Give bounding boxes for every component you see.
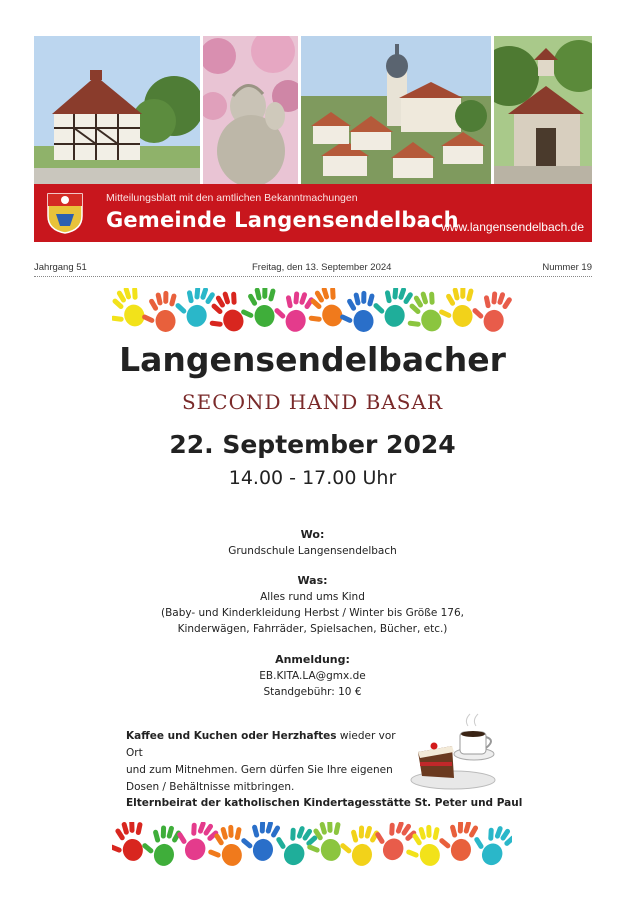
cafe-text-1: wieder vor Ort bbox=[126, 730, 396, 759]
masthead-subtitle: Mitteilungsblatt mit den amtlichen Bekanntmachungen bbox=[106, 192, 358, 204]
what-line-3: Kinderwägen, Fahrräder, Spielsachen, Bücher, etc.) bbox=[177, 623, 448, 635]
event-date: 22. September 2024 bbox=[169, 430, 456, 459]
hands-border-bottom bbox=[112, 822, 512, 868]
masthead-banner bbox=[34, 184, 592, 242]
painted-hand-icon bbox=[436, 288, 477, 329]
coat-of-arms-icon bbox=[46, 192, 84, 234]
cafe-text-3: Dosen / Behältnisse mitbringen. bbox=[126, 781, 295, 793]
what-section bbox=[0, 573, 625, 637]
photo-half-timbered-house bbox=[34, 36, 200, 184]
painted-hand-icon bbox=[337, 290, 378, 334]
photo-village-church bbox=[301, 36, 491, 184]
signup-section bbox=[0, 652, 625, 700]
organizer-line: Elternbeirat der katholischen Kindertagesstätte St. Peter und Paul bbox=[126, 797, 523, 809]
what-line-1: Alles rund ums Kind bbox=[260, 591, 365, 603]
photo-stone-chapel bbox=[494, 36, 592, 184]
what-line-2: (Baby- und Kinderkleidung Herbst / Winter bis Größe 176, bbox=[160, 607, 465, 619]
painted-hand-icon bbox=[468, 288, 512, 334]
hands-border-top bbox=[112, 288, 512, 334]
cafe-bold: Kaffee und Kuchen oder Herzhaftes bbox=[126, 730, 337, 742]
painted-hand-icon bbox=[436, 822, 480, 863]
painted-hand-icon bbox=[238, 288, 279, 329]
where-value: Grundschule Langensendelbach bbox=[228, 545, 397, 557]
website-link[interactable]: www.langensendelbach.de bbox=[441, 220, 584, 234]
flyer-title: Langensendelbacher bbox=[119, 340, 506, 379]
stand-fee: Standgebühr: 10 € bbox=[263, 686, 362, 698]
painted-hand-icon bbox=[270, 288, 316, 334]
painted-hand-icon bbox=[112, 822, 148, 864]
signup-email[interactable]: EB.KITA.LA@gmx.de bbox=[259, 670, 366, 682]
photo-statue-blossoms bbox=[203, 36, 298, 184]
signup-label: Anmeldung: bbox=[275, 653, 350, 666]
cafe-info bbox=[126, 728, 411, 796]
issue-volume: Jahrgang 51 bbox=[34, 262, 87, 273]
painted-hand-icon bbox=[112, 288, 151, 334]
event-time: 14.00 - 17.00 Uhr bbox=[228, 467, 397, 489]
issue-info-bar bbox=[34, 260, 592, 277]
painted-hand-icon bbox=[139, 822, 183, 868]
what-label: Was: bbox=[297, 574, 328, 587]
painted-hand-icon bbox=[139, 290, 180, 334]
where-label: Wo: bbox=[300, 528, 325, 541]
painted-hand-icon bbox=[367, 822, 420, 865]
masthead-title: Gemeinde Langensendelbach bbox=[106, 208, 459, 232]
flyer-subtitle: SECOND HAND BASAR bbox=[181, 390, 443, 414]
where-section bbox=[0, 527, 625, 559]
header-photo-strip bbox=[34, 36, 592, 184]
painted-hand-icon bbox=[238, 822, 282, 863]
painted-hand-icon bbox=[169, 822, 222, 865]
cafe-text-2: und zum Mitnehmen. Gern dürfen Sie Ihre eigenen bbox=[126, 764, 393, 776]
painted-hand-icon bbox=[337, 822, 381, 868]
coffee-cake-icon bbox=[408, 712, 498, 792]
issue-date: Freitag, den 13. September 2024 bbox=[252, 262, 392, 273]
issue-number: Nummer 19 bbox=[542, 262, 592, 273]
